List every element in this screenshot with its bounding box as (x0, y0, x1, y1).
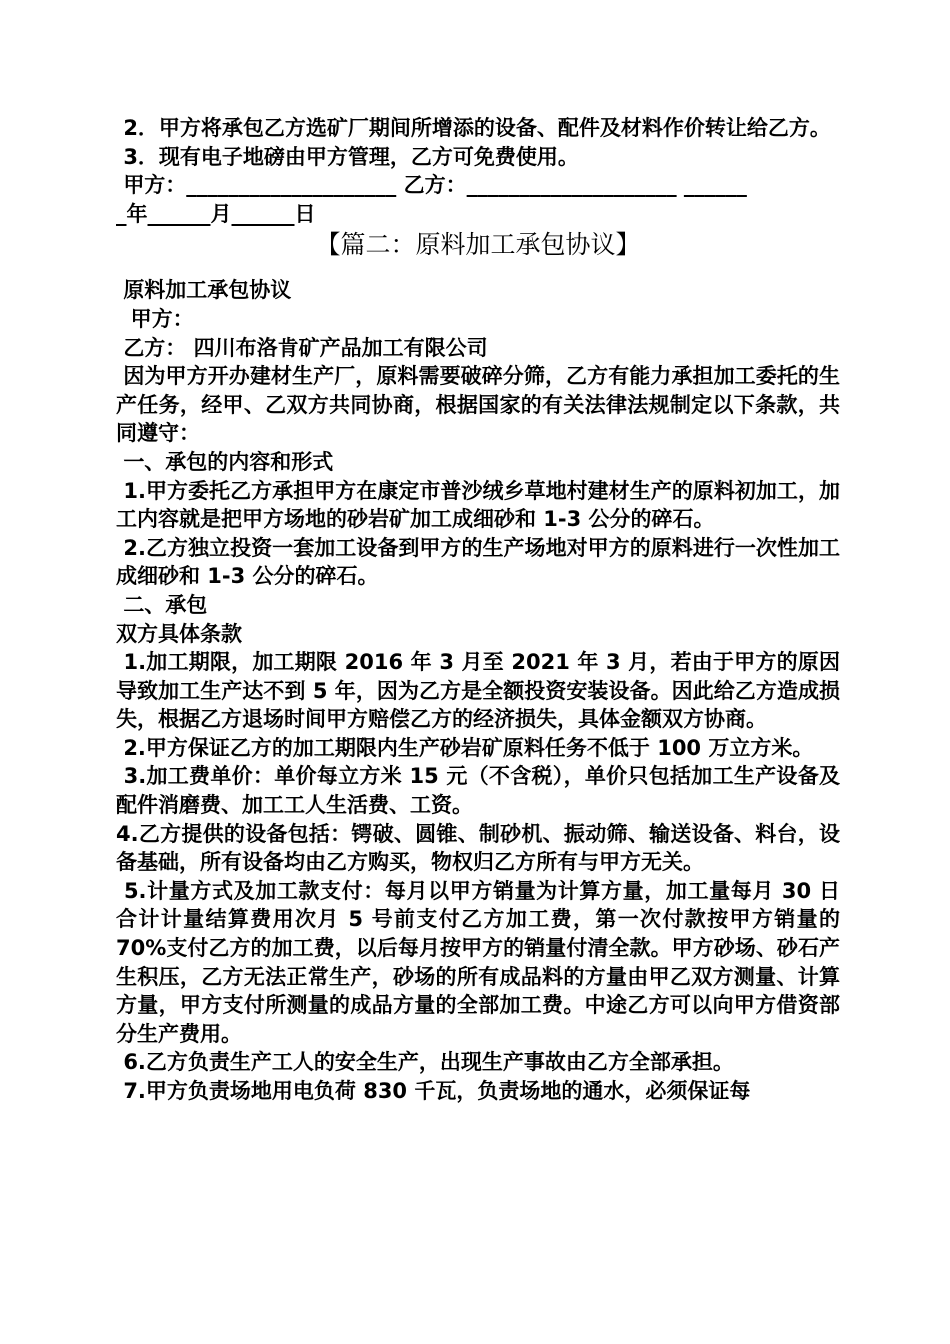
section-1-item: 1.甲方委托乙方承担甲方在康定市普沙绒乡草地村建材生产的原料初加工，加工内容就是把甲方场地的砂岩矿加工成细砂和 1-3 公分的碎石。 (116, 478, 840, 532)
section-2-item: 4.乙方提供的设备包括：锷破、圆锥、制砂机、振动筛、输送设备、料台，设备基础，所有设备均由乙方购买，物权归乙方所有与甲方无关。 (116, 821, 840, 875)
date-line: _年______月______日 (116, 201, 316, 226)
section-2-item: 5.计量方式及加工款支付：每月以甲方销量为计算方量，加工量每月 30 日合计计量结算费用次月 5 号前支付乙方加工费，第一次付款按甲方销量的 70%支付乙方的加工费，以后每月按甲方的销量付清全款。甲方砂场、砂石产生积压，乙方无法正常生产，砂场的所有成品料的方量由甲乙双方测量、计算方量，甲方支付所测量的成品方量的全部加工费。中途乙方可以向甲方借资部分生产费用。 (116, 878, 848, 1046)
section-1-title: 一、承包的内容和形式 (116, 449, 334, 474)
section-2-item: 7.甲方负责场地用电负荷 830 千瓦，负责场地的通水，必须保证每 (116, 1079, 751, 1103)
section-1-item: 2.乙方独立投资一套加工设备到甲方的生产场地对甲方的原料进行一次性加工成细砂和 1-3 公分的碎石。 (116, 535, 840, 589)
agreement-title: 原料加工承包协议 (116, 278, 292, 303)
document-body (116, 114, 848, 1106)
section-2-item: 3.加工费单价：单价每立方米 15 元（不含税），单价只包括加工生产设备及配件消磨费、加工工人生活费、工资。 (116, 764, 841, 818)
section-2-item: 1.加工期限，加工期限 2016 年 3 月至 2021 年 3 月，若由于甲方的原因导致加工生产达不到 5 年，因为乙方是全额投资安装设备。因此给乙方造成损失，根据乙方退场时间甲方赔偿乙方的经济损失，具体金额双方协商。 (116, 650, 840, 732)
section-2-item: 2.甲方保证乙方的加工期限内生产砂岩矿原料任务不低于 100 万立方米。 (116, 735, 814, 760)
section-2-subtitle: 双方具体条款 (116, 621, 242, 646)
section-heading: 【篇二：原料加工承包协议】 (315, 230, 641, 260)
section-2-item: 6.乙方负责生产工人的安全生产，出现生产事故由乙方全部承担。 (116, 1050, 734, 1075)
party-a: 甲方： (116, 306, 194, 331)
party-b: 乙方： 四川布洛肯矿产品加工有限公司 (116, 335, 488, 360)
preamble: 因为甲方开办建材生产厂，原料需要破碎分筛，乙方有能力承担加工委托的生产任务，经甲、乙双方共同协商，根据国家的有关法律法规制定以下条款，共同遵守： (116, 364, 840, 446)
clause-3: 3．现有电子地磅由甲方管理，乙方可免费使用。 (116, 144, 579, 169)
signature-line: 甲方：____________________ 乙方：____________________ ______ (116, 173, 747, 198)
section-2-title: 二、承包 (116, 592, 208, 617)
clause-2: 2．甲方将承包乙方选矿厂期间所增添的设备、配件及材料作价转让给乙方。 (116, 116, 831, 140)
